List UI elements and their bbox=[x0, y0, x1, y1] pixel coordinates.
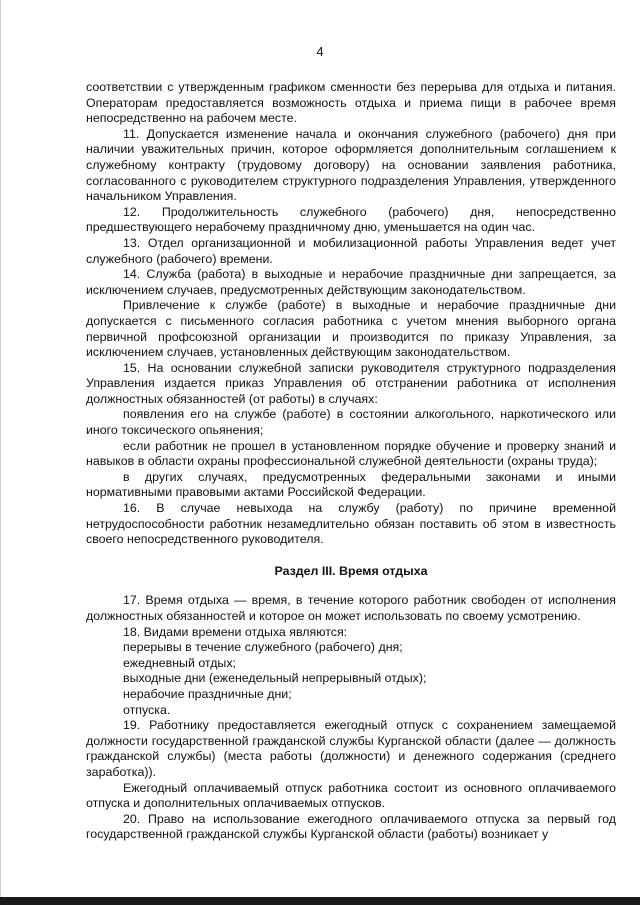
section-heading: Раздел III. Время отдыха bbox=[274, 563, 428, 578]
paragraph: 20. Право на использование ежегодного оплачиваемого отпуска за первый год государственной гражданской службы Курганской области (работы) возникает у bbox=[86, 811, 616, 842]
paragraph: Ежегодный оплачиваемый отпуск работника состоит из основного оплачиваемого отпуска и дополнительных оплачиваемых отпусков. bbox=[86, 780, 616, 811]
paragraph: 14. Служба (работа) в выходные и нерабочие праздничные дни запрещается, за исключением случаев, предусмотренных действующим законодательством. bbox=[86, 267, 616, 297]
paragraph: выходные дни (еженедельный непрерывный отдых); bbox=[123, 671, 427, 686]
paragraph: 11. Допускается изменение начала и окончания служебного (рабочего) дня при наличии уважительных причин, которое оформляется дополнительным соглашением к служебному контракту (трудовому договору) на основании заявления работника, согласованного с руководителем структурного подразделения Управления, утвержденного начальником Управления. bbox=[86, 126, 616, 204]
document-body bbox=[86, 80, 616, 843]
paragraph: в других случаях, предусмотренных федеральными законами и иными нормативными правовыми актами Российской Федерации. bbox=[86, 469, 616, 500]
paragraphs-before bbox=[86, 80, 616, 548]
paragraph: отпуска. bbox=[123, 702, 171, 717]
scan-bottom-border bbox=[0, 897, 640, 905]
paragraph: Привлечение к службе (работе) в выходные и нерабочие праздничные дни допускается с письменного согласия работника с учетом мнения выборного органа первичной профсоюзной организации и производится по приказу Управления, за исключением случаев, установленных действующим законодательством. bbox=[86, 298, 616, 360]
paragraph: 12. Продолжительность служебного (рабочего) дня, непосредственно предшествующего нерабочему праздничному дню, уменьшается на один час. bbox=[86, 204, 616, 235]
paragraph: перерывы в течение служебного (рабочего) дня; bbox=[123, 640, 403, 655]
paragraph: 17. Время отдыха — время, в течение которого работник свободен от исполнения должностных обязанностей и которое он может использовать по своему усмотрению. bbox=[86, 593, 616, 623]
paragraph: соответствии с утвержденным графиком сменности без перерыва для отдыха и питания. Операторам предоставляется возможность отдыха и приема пищи в рабочее время непосредственно на рабочем месте. bbox=[86, 80, 616, 126]
paragraph: появления его на службе (работе) в состоянии алкогольного, наркотического или иного токсического опьянения; bbox=[86, 407, 616, 438]
paragraph: нерабочие праздничные дни; bbox=[123, 686, 292, 701]
paragraph: ежедневный отдых; bbox=[123, 655, 236, 670]
paragraph: 18. Видами времени отдыха являются: bbox=[123, 624, 348, 639]
paragraphs-after bbox=[86, 593, 616, 843]
paragraph: 19. Работнику предоставляется ежегодный отпуск с сохранением замещаемой должности государственной гражданской службы Курганской области (далее — должность гражданской службы) (места работы (должности) и денежного содержания (среднего заработка)). bbox=[86, 718, 616, 779]
paragraph: если работник не прошел в установленном порядке обучение и проверку знаний и навыков в области охраны профессиональной служебной деятельности (охраны труда); bbox=[86, 438, 616, 469]
paragraph: 16. В случае невыхода на службу (работу) по причине временной нетрудоспособности работник незамедлительно обязан поставить об этом в известность своего непосредственного руководителя. bbox=[86, 501, 616, 547]
page-number: 4 bbox=[316, 44, 324, 59]
page-edge bbox=[0, 0, 1, 905]
paragraph: 15. На основании служебной записки руководителя структурного подразделения Управления издается приказ Управления об отстранении работника от исполнения должностных обязанностей (от работы) в случаях: bbox=[86, 360, 616, 406]
paragraph: 13. Отдел организационной и мобилизационной работы Управления ведет учет служебного (рабочего) времени. bbox=[86, 235, 616, 266]
